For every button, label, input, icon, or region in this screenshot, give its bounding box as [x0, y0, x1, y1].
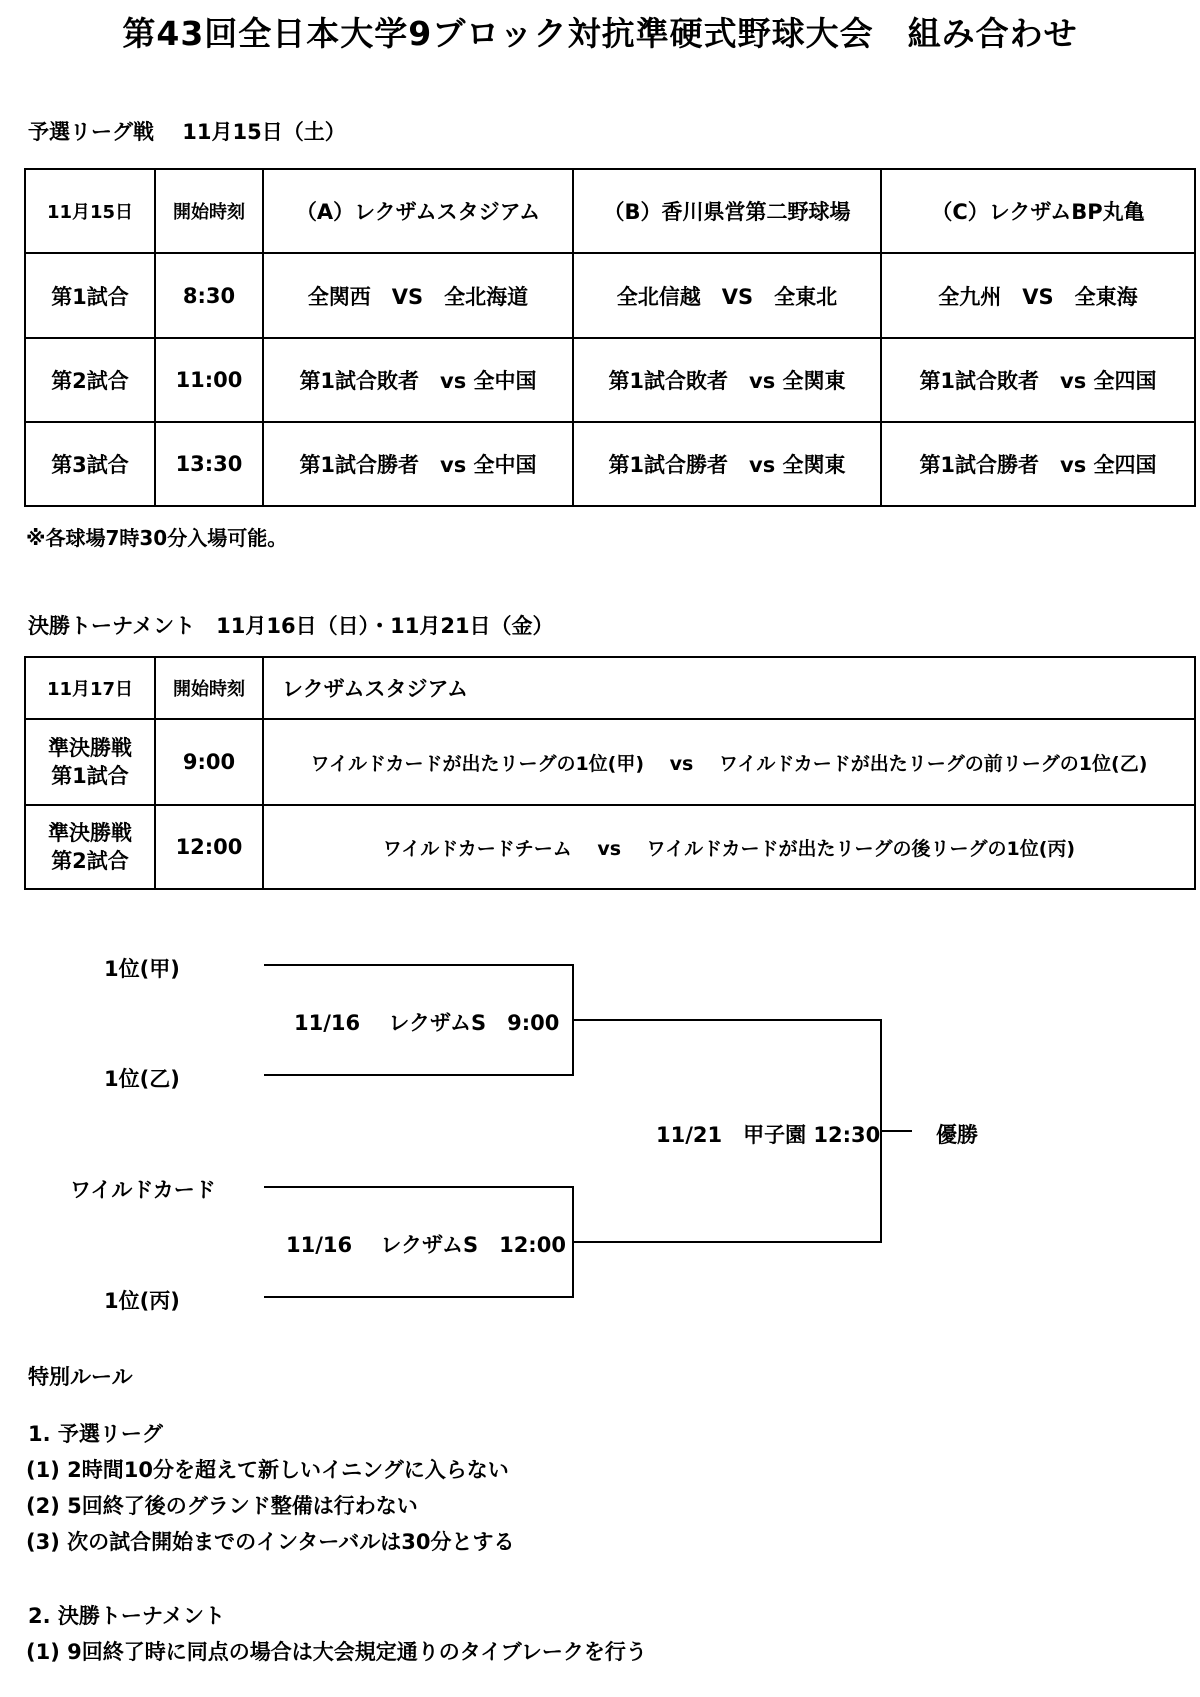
table-row [25, 719, 1195, 805]
bracket-line [264, 1074, 574, 1076]
bracket-team-1: 1位(甲) [104, 957, 180, 981]
match-cell: 第1試合勝者 vs 全中国 [263, 422, 573, 506]
match-cell: 第1試合敗者 vs 全四国 [881, 338, 1195, 422]
table-row [25, 253, 1195, 338]
rule-item: (3) 次の試合開始までのインターバルは30分とする [26, 1530, 515, 1554]
start-time: 11:00 [155, 338, 263, 422]
rules-heading: 特別ルール [28, 1365, 133, 1389]
final-header-row [25, 657, 1195, 719]
page-title: 第43回全日本大学9ブロック対抗準硬式野球大会 組み合わせ [122, 14, 1078, 53]
start-time: 9:00 [155, 719, 263, 805]
game-label: 第1試合 [25, 253, 155, 338]
rules-section-1-title: 1. 予選リーグ [28, 1422, 163, 1446]
bracket-line [264, 1186, 574, 1188]
champion-label: 優勝 [936, 1123, 978, 1147]
table-row [25, 805, 1195, 889]
bracket-line [572, 1019, 882, 1021]
rule-item: (2) 5回終了後のグランド整備は行わない [26, 1494, 418, 1518]
final-heading: 決勝トーナメント 11月16日（日）・11月21日（金） [28, 614, 554, 638]
bracket-team-2: 1位(乙) [104, 1067, 180, 1091]
match-cell: 全九州 VS 全東海 [881, 253, 1195, 338]
final-venue-header: レクザムスタジアム [263, 657, 1195, 719]
bracket-team-4: 1位(丙) [104, 1289, 180, 1313]
start-time: 13:30 [155, 422, 263, 506]
bracket-line [882, 1130, 912, 1132]
final-date-header: 11月17日 [25, 657, 155, 719]
match-cell: ワイルドカードが出たリーグの1位(甲) vs ワイルドカードが出たリーグの前リーグの1位(乙) [263, 719, 1195, 805]
final-start-header: 開始時刻 [155, 657, 263, 719]
prelim-start-header: 開始時刻 [155, 169, 263, 253]
prelim-heading: 予選リーグ戦 11月15日（土） [28, 120, 346, 144]
entry-note: ※各球場7時30分入場可能。 [26, 526, 288, 550]
prelim-date-header: 11月15日 [25, 169, 155, 253]
game-label: 第3試合 [25, 422, 155, 506]
start-time: 12:00 [155, 805, 263, 889]
final-table [24, 656, 1196, 890]
bracket-team-3: ワイルドカード [70, 1178, 216, 1202]
rule-item: (1) 9回終了時に同点の場合は大会規定通りのタイブレークを行う [26, 1640, 647, 1664]
semi-1-label: 11/16 レクザムS 9:00 [294, 1011, 560, 1035]
start-time: 8:30 [155, 253, 263, 338]
match-cell: 第1試合勝者 vs 全四国 [881, 422, 1195, 506]
bracket-line [264, 964, 574, 966]
game-label: 準決勝戦 第1試合 [25, 719, 155, 805]
table-row [25, 422, 1195, 506]
rule-item: (1) 2時間10分を超えて新しいイニングに入らない [26, 1458, 509, 1482]
match-cell: ワイルドカードチーム vs ワイルドカードが出たリーグの後リーグの1位(丙) [263, 805, 1195, 889]
venue-a-header: （A）レクザムスタジアム [263, 169, 573, 253]
venue-b-header: （B）香川県営第二野球場 [573, 169, 881, 253]
game-label: 第2試合 [25, 338, 155, 422]
match-cell: 第1試合敗者 vs 全中国 [263, 338, 573, 422]
prelim-table [24, 168, 1196, 507]
venue-c-header: （C）レクザムBP丸亀 [881, 169, 1195, 253]
table-row [25, 338, 1195, 422]
match-cell: 全北信越 VS 全東北 [573, 253, 881, 338]
bracket-line [264, 1296, 574, 1298]
match-cell: 全関西 VS 全北海道 [263, 253, 573, 338]
prelim-header-row [25, 169, 1195, 253]
semi-2-label: 11/16 レクザムS 12:00 [286, 1233, 566, 1257]
final-label: 11/21 甲子園 12:30 [656, 1123, 881, 1147]
game-label: 準決勝戦 第2試合 [25, 805, 155, 889]
match-cell: 第1試合勝者 vs 全関東 [573, 422, 881, 506]
match-cell: 第1試合敗者 vs 全関東 [573, 338, 881, 422]
bracket-line [572, 1241, 882, 1243]
rules-section-2-title: 2. 決勝トーナメント [28, 1604, 226, 1628]
